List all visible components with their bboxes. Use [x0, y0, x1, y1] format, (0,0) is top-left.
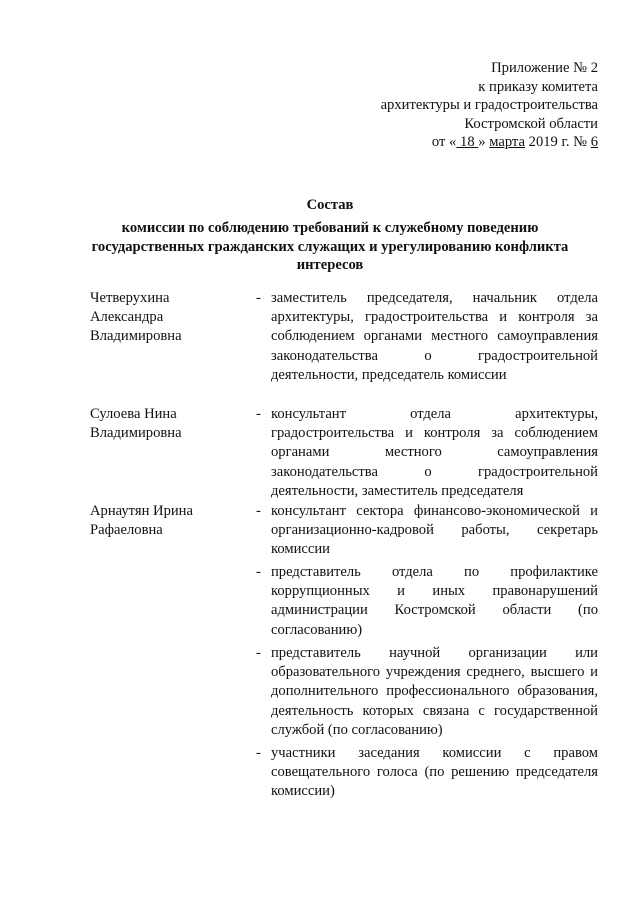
date-mid: » [478, 134, 486, 151]
dash-separator: - [256, 564, 261, 580]
order-year: 2019 г. № [528, 134, 588, 151]
committee-name: архитектуры и градостроительства [380, 97, 598, 114]
order-date-line [381, 133, 598, 152]
order-day: 18 [460, 134, 475, 151]
order-month: марта [489, 134, 525, 151]
dash-separator: - [256, 745, 261, 761]
appendix-header [381, 59, 598, 152]
member-role: консультант сектора финансово-экономической и организационно-кадровой работы, секретарь комиссии [271, 503, 598, 558]
dash-separator: - [256, 406, 261, 422]
member-role: представитель научной организации или образовательного учреждения среднего, высшего и дополнительного профессионального образования, деятельность которых связана с государственной службой (по согласованию) [271, 645, 598, 738]
appendix-number: Приложение № 2 [491, 60, 598, 76]
member-name: Четверухина Александра Владимировна [90, 290, 182, 345]
dash-separator: - [256, 290, 261, 306]
member-name: Сулоева Нина Владимировна [90, 406, 182, 442]
member-name: Арнаутян Ирина Рафаеловна [90, 503, 193, 539]
document-title [80, 196, 580, 275]
region-name: Костромской области [464, 115, 598, 132]
title-subheading: комиссии по соблюдению требований к служебному поведению государственных гражданских служащих и урегулированию конфликта интересов [91, 220, 569, 274]
dash-separator: - [256, 503, 261, 519]
date-prefix: от « [431, 134, 457, 151]
title-heading: Состав [306, 197, 354, 213]
member-role: заместитель председателя, начальник отдела архитектуры, градостроительства и контроля за соблюдением органами местного самоуправления законодательства о градостроительной деятельности, председатель комиссии [271, 290, 598, 383]
member-role: представитель отдела по профилактике коррупционных и иных правонарушений администрации Костромской области (по согласованию) [271, 564, 598, 638]
member-role: участники заседания комиссии с правом совещательного голоса (по решению председателя комиссии) [271, 745, 598, 800]
order-number: 6 [590, 134, 598, 151]
member-role: консультант отдела архитектуры, градостроительства и контроля за соблюдением органами местного самоуправления законодательства о градостроительной деятельности, заместитель председателя [271, 406, 598, 499]
order-reference: к приказу комитета [478, 78, 598, 95]
dash-separator: - [256, 645, 261, 661]
